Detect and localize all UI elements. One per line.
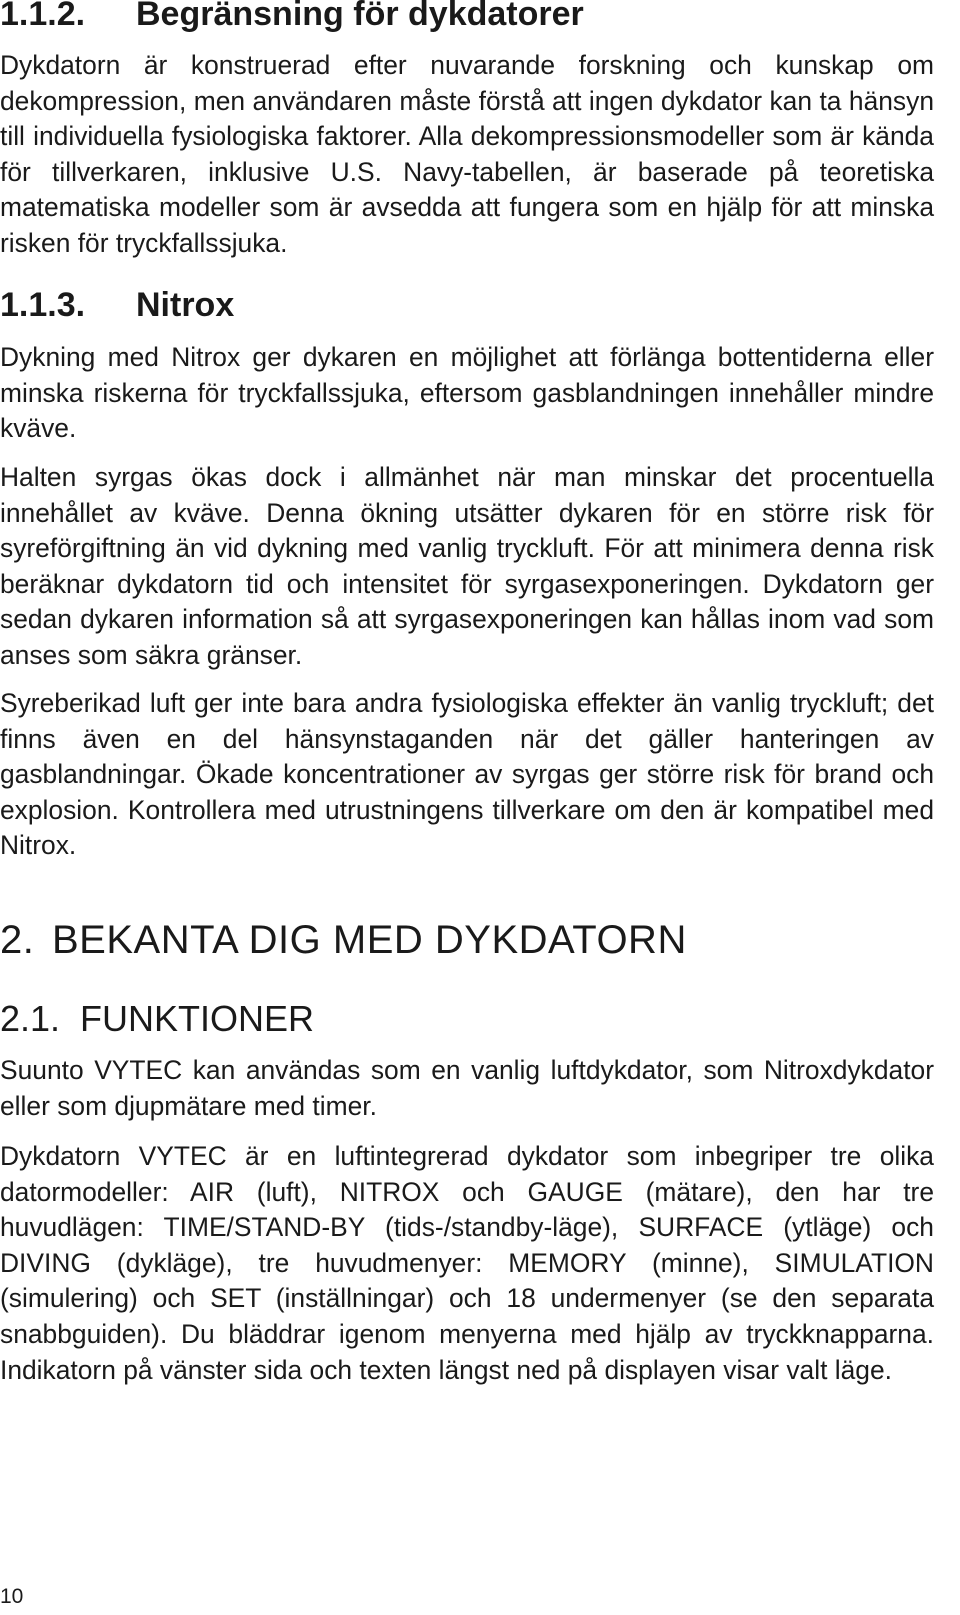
paragraph: Halten syrgas ökas dock i allmänhet när man minskar det procentuella innehållet av kväve. Denna ökning utsätter dykaren för en större risk för syreförgiftning än vid dykning med vanlig tryckluft. För att minimera denna risk beräknar dykdatorn tid och intensitet för syrgasexponeringen. Dykdatorn ger sedan dykaren information så att syrgasexponeringen kan hållas inom vad som anses som säkra gränser. xyxy=(0,462,934,670)
heading-title: Begränsning för dykdatorer xyxy=(136,0,584,33)
heading-title: FUNKTIONER xyxy=(80,998,314,1039)
heading-1-1-2 xyxy=(0,0,584,34)
heading-2-1 xyxy=(0,998,314,1040)
paragraph: Dykdatorn är konstruerad efter nuvarande forskning och kunskap om dekompression, men användaren måste förstå att ingen dykdator kan ta hänsyn till individuella fysiologiska faktorer. Alla dekompressionsmodeller som är kända för tillverkaren, inklusive U.S. Navy-tabellen, är baserade på teoretiska matematiska modeller som är avsedda att fungera som en hjälp för att minska risken för tryckfallssjuka. xyxy=(0,50,934,258)
paragraph: Suunto VYTEC kan användas som en vanlig luftdykdator, som Nitroxdykdator eller som djupmätare med timer. xyxy=(0,1055,934,1121)
page-number: 10 xyxy=(0,1585,24,1608)
paragraph: Dykdatorn VYTEC är en luftintegrerad dykdator som inbegriper tre olika datormodeller: AIR (luft), NITROX och GAUGE (mätare), den har tre huvudlägen: TIME/STAND-BY (tids-/standby-läge), SURFACE (ytläge) och DIVING (dykläge), tre huvudmenyer: MEMORY (minne), SIMULATION (simulering) och SET (inställningar) och 18 undermenyer (se den separata snabbguiden). Du bläddrar igenom menyerna med hjälp av tryckknapparna. Indikatorn på vänster sida och texten längst ned på displayen visar valt läge. xyxy=(0,1141,934,1385)
heading-number: 1.1.3. xyxy=(0,286,86,324)
heading-number: 1.1.2. xyxy=(0,0,86,33)
heading-number: 2. xyxy=(0,918,35,962)
heading-title: BEKANTA DIG MED DYKDATORN xyxy=(52,918,687,962)
heading-1-1-3 xyxy=(0,285,234,325)
heading-number: 2.1. xyxy=(0,998,61,1039)
chapter-heading-2 xyxy=(0,917,687,963)
heading-title: Nitrox xyxy=(136,286,235,324)
paragraph: Syreberikad luft ger inte bara andra fysiologiska effekter än vanlig tryckluft; det finns även en del hänsynstaganden när det gäller hanteringen av gasblandningar. Ökade koncentrationer av syrgas ger större risk för brand och explosion. Kontrollera med utrustningens tillverkare om den är kompatibel med Nitrox. xyxy=(0,688,934,861)
paragraph: Dykning med Nitrox ger dykaren en möjlighet att förlänga bottentiderna eller minska riskerna för tryckfallssjuka, eftersom gasblandningen innehåller mindre kväve. xyxy=(0,342,934,444)
